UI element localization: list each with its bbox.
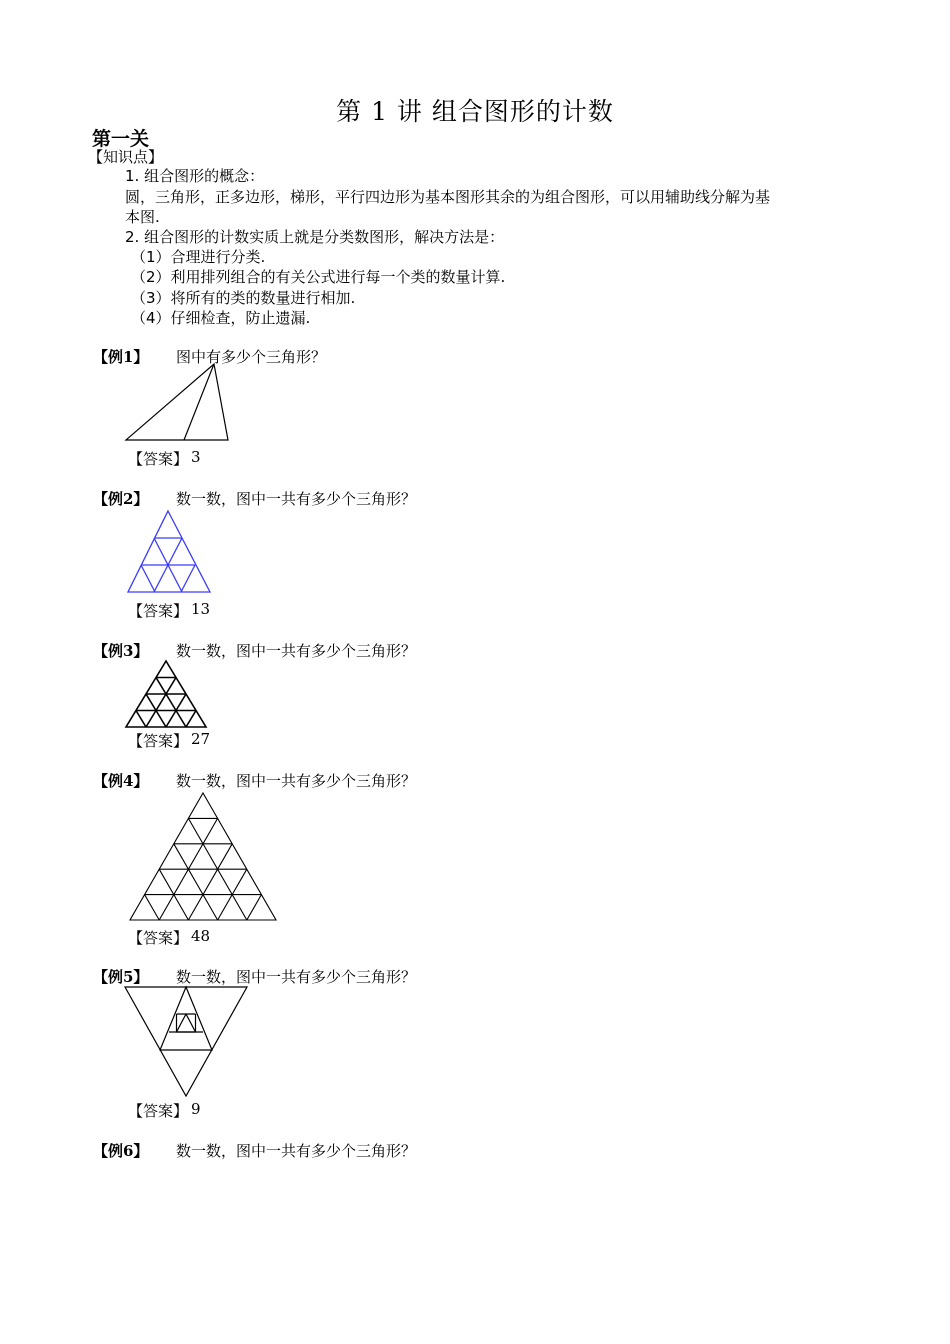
example-3-answer-label: 【答案】 [128,732,189,750]
example-2-label: 【例2】 [93,490,149,508]
example-4-answer-label: 【答案】 [128,929,189,947]
example-4-label: 【例4】 [93,772,149,790]
example-6-label: 【例6】 [93,1142,149,1160]
example-1-answer-label: 【答案】 [128,450,189,468]
example-5-figure [122,984,250,1100]
point-2-heading: 2. 组合图形的计数实质上就是分类数图形，解决方法是： [125,228,505,246]
example-4-figure [126,790,280,924]
example-5-question: 数一数，图中一共有多少个三角形？ [176,968,417,986]
example-5-answer: 9 [191,1100,201,1118]
example-1-answer: 3 [191,448,201,466]
point-1-text-cont: 本图. [125,208,160,226]
step-2: （2）利用排列组合的有关公式进行每一个类的数量计算. [131,268,506,286]
example-2-answer-label: 【答案】 [128,602,189,620]
example-2-figure [126,508,214,596]
example-4-answer: 48 [191,927,211,945]
step-3: （3）将所有的类的数量进行相加. [131,289,356,307]
example-4-question: 数一数，图中一共有多少个三角形？ [176,772,417,790]
example-5-label: 【例5】 [93,968,149,986]
point-1-heading: 1. 组合图形的概念： [125,167,265,185]
knowledge-label: 【知识点】 [88,148,164,166]
example-3-figure [124,658,210,730]
example-6-question: 数一数，图中一共有多少个三角形？ [176,1142,417,1160]
example-2-question: 数一数，图中一共有多少个三角形？ [176,490,417,508]
example-3-label: 【例3】 [93,642,149,660]
example-1-label: 【例1】 [93,348,149,366]
example-5-answer-label: 【答案】 [128,1102,189,1120]
example-2-answer: 13 [191,600,211,618]
example-3-answer: 27 [191,730,211,748]
example-1-question: 图中有多少个三角形？ [176,348,327,366]
section-heading: 第一关 [92,128,150,150]
example-3-question: 数一数，图中一共有多少个三角形？ [176,642,417,660]
page-title: 第 1 讲 组合图形的计数 [336,97,614,126]
example-1-figure [120,360,240,445]
step-4: （4）仔细检查，防止遗漏. [131,309,311,327]
point-1-text: 圆，三角形，正多边形，梯形，平行四边形为基本图形其余的为组合图形，可以用辅助线分解为基 [125,188,771,206]
step-1: （1）合理进行分类. [131,248,266,266]
